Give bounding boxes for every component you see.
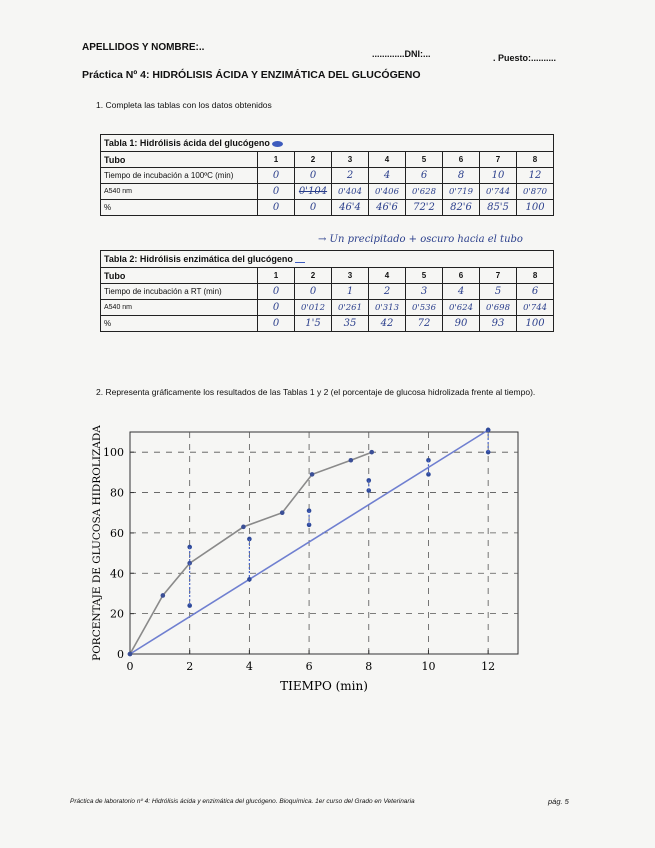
- data-point: [349, 458, 354, 463]
- y-tick-label: 0: [117, 648, 124, 661]
- data-point: [128, 652, 133, 657]
- data-point: [310, 472, 315, 477]
- x-axis-label: TIEMPO (min): [280, 679, 368, 693]
- x-tick-label: 0: [126, 660, 134, 673]
- question-2: 2. Representa gráficamente los resultados de las Tablas 1 y 2 (el porcentaje de glucosa hidrolizada frente al tiempo).: [96, 387, 536, 397]
- table2-row-absorbance: A540 nm 0 0'012 0'261 0'313 0'536 0'624 0'698 0'744: [101, 300, 554, 316]
- footer-text: Práctica de laboratorio nº 4: Hidrólisis ácida y enzimática del glucógeno. Bioquímica. 1er curso del Grado en Veterinaria: [70, 798, 415, 805]
- series-line: [130, 452, 372, 654]
- x-tick-label: 4: [245, 660, 253, 673]
- data-point: [280, 510, 285, 515]
- table2-row-percent: % 0 1'5 35 42 72 90 93 100: [101, 316, 554, 332]
- y-tick-label: 20: [110, 607, 124, 621]
- table1-row-tiempo: Tiempo de incubación a 100ºC (min) 0 0 2 4 6 8 10 12: [101, 168, 554, 184]
- series-line: [130, 430, 488, 654]
- table2-row-tubo: Tubo 1 2 3 4 5 6 7 8: [101, 268, 554, 284]
- data-point: [241, 525, 246, 530]
- y-tick-label: 80: [110, 486, 124, 500]
- puesto-field-label: . Puesto:..........: [493, 53, 557, 63]
- y-tick-label: 40: [110, 567, 124, 581]
- x-tick-label: 8: [365, 660, 373, 673]
- plot-frame: [130, 432, 518, 654]
- table1-row-percent: % 0 0 46'4 46'6 72'2 82'6 85'5 100: [101, 200, 554, 216]
- handwritten-note: → Un precipitado + oscuro hacia el tubo: [318, 234, 523, 245]
- blue-mark-icon: [272, 141, 283, 147]
- table-acid-hydrolysis: [100, 134, 554, 216]
- hydrolysis-chart: [88, 420, 528, 710]
- table1-row-tubo: Tubo 1 2 3 4 5 6 7 8: [101, 152, 554, 168]
- scribble-mark-icon: [295, 256, 305, 263]
- page-number: pág. 5: [548, 797, 569, 806]
- x-tick-label: 10: [421, 660, 436, 673]
- dni-field-label: .............DNI:...: [372, 49, 431, 59]
- practice-title: Práctica Nº 4: HIDRÓLISIS ÁCIDA Y ENZIMÁTICA DEL GLUCÓGENO: [82, 69, 421, 81]
- data-point: [369, 450, 374, 455]
- table-enzymatic-hydrolysis: [100, 250, 554, 332]
- table1-row-absorbance: A540 nm 0 0'104 0'404 0'406 0'628 0'719 0'744 0'870: [101, 184, 554, 200]
- data-point: [161, 593, 166, 598]
- y-axis-label: PORCENTAJE DE GLUCOSA HIDROLIZADA: [91, 425, 103, 661]
- x-tick-label: 6: [305, 660, 313, 673]
- table1-caption: Tabla 1: Hidrólisis ácida del glucógeno: [101, 135, 554, 152]
- table2-row-tiempo: Tiempo de incubación a RT (min) 0 0 1 2 3 4 5 6: [101, 284, 554, 300]
- name-field-label: APELLIDOS Y NOMBRE:..: [82, 42, 205, 53]
- x-tick-label: 12: [481, 660, 496, 673]
- y-tick-label: 100: [103, 446, 124, 460]
- y-tick-label: 60: [110, 526, 124, 540]
- x-tick-label: 2: [186, 660, 194, 673]
- table2-caption: Tabla 2: Hidrólisis enzimática del glucógeno: [101, 251, 554, 268]
- question-1: 1. Completa las tablas con los datos obtenidos: [96, 100, 272, 110]
